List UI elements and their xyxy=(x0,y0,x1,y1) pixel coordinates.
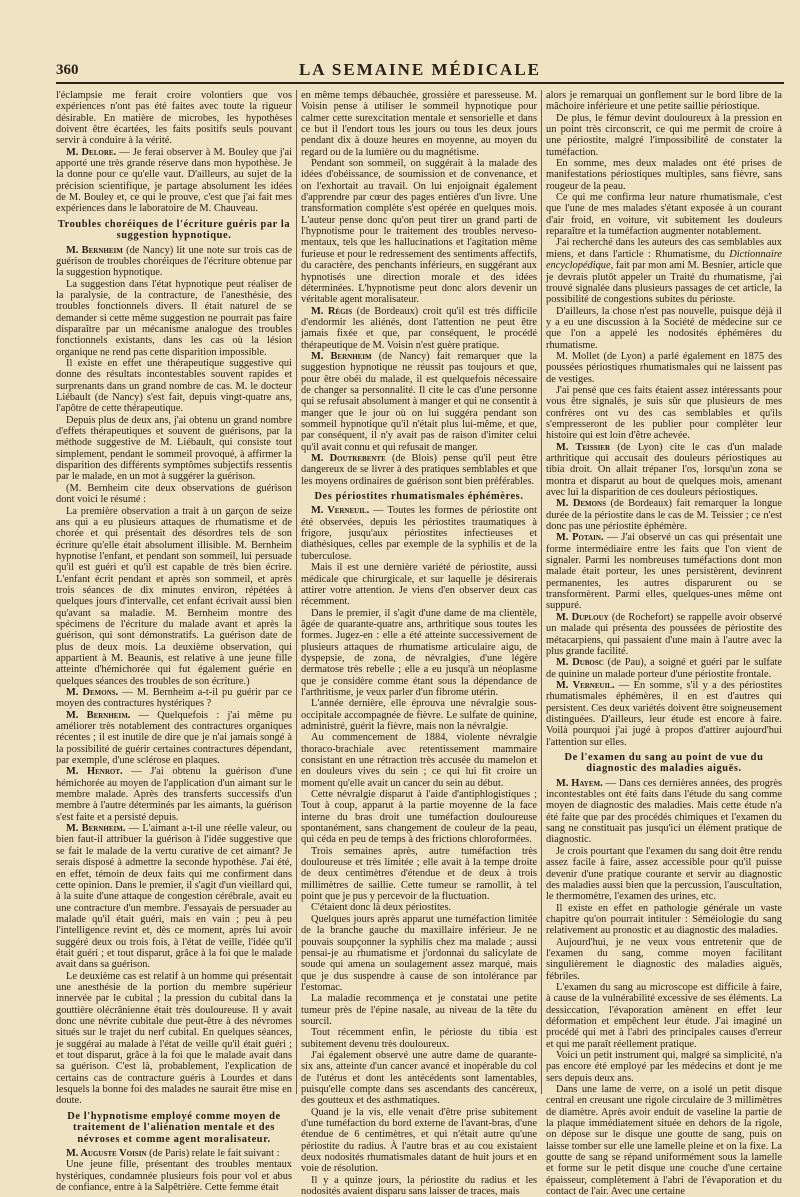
paragraph-text: (de Blois) pense qu'il peut être dangereux de se livrer à des pratiques semblables et que les moyens ordinaires de guérison sont bien préférables. xyxy=(301,453,537,487)
section-heading: Des périostites rhumatismales éphémères. xyxy=(314,491,524,503)
paragraph: La première observation a trait à un garçon de seize ans qui a eu plusieurs attaques de rhumatisme et de chorée et qui présentait des désordres tels de son écriture qu'elle était absolument illisible. M. Bernheim hypnotise l'enfant, et pendant son sommeil, lui persuade qu'il est guéri et qu'il est capable de très bien écrire. L'enfant écrit pendant et après son sommeil, et après trois séances de dix minutes environ, répétées à quelques jours d'intervalle, cet enfant écrivait aussi bien qu'avant sa maladie. M. Bernheim montre des spécimens de l'écriture du malade avant et après la guérison, qui sont démonstratifs. La guérison date de plus de deux mois. La deuxième observation, qui appartient à M. Beaunis, est relative à une jeune fille atteinte d'hémichorée qui fut également guérie en quelques séances des troubles de son écriture.) xyxy=(56,505,292,687)
speaker: M. Hayem. xyxy=(556,777,603,789)
paragraph: Il existe en effet une thérapeutique suggestive qui donne des résultats incontestables souvent rapides et surprenants dans un grand nombre de cas. M. le docteur Liébault (de Nancy) s'est fait, depuis vingt-quatre ans, l'apôtre de cette thérapeutique. xyxy=(56,358,292,415)
paragraph: Aujourd'hui, je ne veux vous entretenir que de l'examen du sang, comme moyen facilitant singulièrement le diagnostic des maladies aiguës, fébriles. xyxy=(546,936,782,982)
paragraph-text: — Toutes les formes de périostite ont été observées, depuis les périostites traumatiques à frigore, jusqu'aux périostites infectieuses et diathésiques, celles par exemple de la syphilis et de la tuberculose. xyxy=(301,505,537,562)
journal-title: LA SEMAINE MÉDICALE xyxy=(298,60,542,79)
speaker: M. Demons xyxy=(556,498,607,510)
paragraph-text: (de Lyon) cite le cas d'un malade arthritique qui accusait des douleurs périostiques au tibia droit. On allait trépaner l'os, lorsqu'un zona se montra et disparut au bout de quelques mois, amenant avec lui la disparition de ces douleurs périostiques. xyxy=(546,441,782,499)
paragraph xyxy=(546,612,782,657)
column-divider xyxy=(296,90,297,1094)
paragraph: Il existe en effet en pathologie générale un vaste chapitre qu'on pourrait intituler : Séméiologie du sang relativement au pronostic et au diagnostic des maladies. xyxy=(546,902,782,937)
paragraph xyxy=(546,680,782,748)
paragraph-text: — J'ai observé un cas qui présentait une forme intermédiaire entre les faits que l'on vient de signaler. Parmi les nombreuses tuméfactions dont mon malade était porteur, les unes persistèrent, devinrent permanentes, les autres disparurent ou se transformèrent. Parmi elles, quelques-unes même ont suppuré. xyxy=(546,532,782,612)
paragraph-text: (de Nancy) fait remarquer que la suggestion hypnotique ne réussit pas toujours et que, pour être obéi du malade, il est quelquefois nécessaire de changer sa personnalité. Il cite le cas d'une personne qui se refusait absolument à manger et qui ne consentit à manger que le jour où on lui suggéra pendant son sommeil hypnotique qu'il n'était plus lui-même, et que, par conséquent, il n'y avait pas de raison d'imiter celui qu'il avait connu et qui refusait de manger. xyxy=(301,350,537,453)
paragraph: De plus, le fémur devint douloureux à la pression en un point très circonscrit, ce qui me permit de croire à une périostite, malgré l'impossibilité de constater la tuméfaction. xyxy=(546,112,782,158)
paragraph xyxy=(546,442,782,499)
paragraph: Le deuxième cas est relatif à un homme qui présentait une anesthésie de la portion du membre supérieur innervée par le cubital ; la pression du cubital dans la gouttière olécrânienne était très douloureuse. Il y avait donc une névrite cubitale due peut-être à des névromes situés sur le trajet du nerf cubital. En quelques séances, je suggérai au malade à l'état de veille qu'il était guéri ; et tout disparut, grâce à la foi que le malade avait dans sa guérison. C'est là, probablement, l'explication de certains cas de contracture guéris à Lourdes et dans lesquels la bonne foi des malades ne saurait être mise en doute. xyxy=(56,970,292,1107)
paragraph xyxy=(56,710,292,767)
paragraph: La maladie recommença et je constatai une petite tumeur près de l'épine nasale, au niveau de la tête du sourcil. xyxy=(301,993,537,1027)
paragraph: En somme, mes deux malades ont été prises de manifestations périostiques multiples, sans fièvre, sans rougeur de la peau. xyxy=(546,158,782,192)
paragraph-text: — M. Bernheim a-t-il pu guérir par ce moyen des contractures hystériques ? xyxy=(56,687,292,710)
speaker: M. Bernheim xyxy=(66,244,123,256)
paragraph-text: — Dans ces dernières années, des progrès incontestables ont été faits dans l'étude du sang comme moyen de diagnostic des maladies. Mais cette étude n'a été faite que par des procédés chimiques et l'examen du sang ne constituait pas jusqu'ici un élément pratique de diagnostic. xyxy=(546,777,782,846)
paragraph xyxy=(546,778,782,846)
paragraph xyxy=(301,306,537,351)
speaker: M. Dubosc xyxy=(556,657,604,669)
paragraph: Il y a quinze jours, la périostite du radius et les nodosités avaient disparu sans laisser de traces, mais xyxy=(301,1174,537,1197)
paragraph: L'examen du sang au microscope est difficile à faire, à cause de la vulnérabilité excessive de ses éléments. La dessiccation, l'évaporation amènent en effet leur déformation et empêchent leur étude. J'ai imaginé un procédé qui met à l'abri des principales causes d'erreur et qui me paraît réellement pratique. xyxy=(546,981,782,1050)
paragraph-text: — L'aimant a-t-il une réelle valeur, ou bien faut-il attribuer la guérison à l'idée suggestive que se fait le malade de la vertu curative de cet aimant? Je serais disposé à admettre la seconde hypothèse. J'ai été, en effet, témoin de deux faits qui me confirment dans cette opinion. Dans le premier, il s'agit d'un vieillard qui, à la suite d'une attaque de congestion cérébrale, avait eu une contracture d'un membre. J'essayais de persuader au malade qu'il était guéri, mais en vain ; peu à peu l'intelligence revint et, dès ce moment, après lui avoir suggéré deux ou trois fois, à l'état de veille, l'idée qu'il était guéri ; et tout disparut, grâce à la foi que le malade avait dans sa guérison. xyxy=(56,823,292,971)
paragraph-text: (de Paris) relate le fait suivant : xyxy=(146,1147,280,1159)
paragraph: en même temps débauchée, grossière et paresseuse. M. Voisin pense à utiliser le sommeil hypnotique pour calmer cette surexcitation mentale et sensorielle et dans ce but il l'endort tous les jours ou tous les deux jours pendant dix à douze heures en moyenne, au moyen du regard ou de la lumière ou du magnétisme. xyxy=(301,90,537,158)
paragraph xyxy=(546,657,782,680)
paragraph: La suggestion dans l'état hypnotique peut réaliser de la paralysie, de la contracture, de l'anesthésie, des troubles fonctionnels divers. Il était naturel de se demander si cette même suggestion ne pourrait pas faire disparaître par un mécanisme analogue des troubles fonctionnels existants, dans les cas où la lésion organique ne rend pas cette disparition impossible. xyxy=(56,278,292,358)
paragraph-text: — Quelquefois : j'ai même pu améliorer très notablement des contractures organiques récentes ; il est inutile de dire que je n'ai jamais songé à la possibilité de guérir certaines contractures dépendant, par exemple, d'une sclérose en plaques. xyxy=(56,709,292,767)
speaker: M. Bernheim xyxy=(311,350,372,362)
paragraph xyxy=(546,237,782,305)
column-1 xyxy=(56,90,292,1193)
speaker: M. Duplouy xyxy=(556,611,609,623)
paragraph xyxy=(56,687,292,710)
paragraph: Ce qui me confirma leur nature rhumatismale, c'est que l'une de mes malades s'étant exposée à un courant d'air froid, en voiture, vit subitement les douleurs reparaître et la tuméfaction augmenter notablement. xyxy=(546,192,782,238)
paragraph xyxy=(56,245,292,279)
paragraph-text: J'ai recherché dans les auteurs des cas semblables aux miens, et dans l'article : Rhumatisme, du xyxy=(546,237,782,260)
speaker: M. Henrot. xyxy=(66,766,123,778)
paragraph: Trois semaines après, autre tuméfaction très douloureuse et très limitée ; elle avait à la tempe droite de deux centimètres d'étendue et de deux à trois millimètres de saillie. Cette tumeur se ramollit, à tel point que je pus y percevoir de la fluctuation. xyxy=(301,845,537,903)
paragraph: Pendant son sommeil, on suggérait à la malade des idées d'obéissance, de soumission et de convenance, et on l'exhortait au travail. On lui enjoignait également d'apprendre par cœur des pages entières d'un livre. Une transformation complète s'est opérée en quelques mois. L'auteur pense donc qu'on peut tirer un grand parti de l'hypnotisme pour le traitement des troubles nerveso-mentaux, tels que les hallucinations et l'agitation même furieuse et pour le redressement des sentiments affectifs, du caractère, des penchants inférieurs, en suggérant aux hypnotisés une direction morale et des idées déterminées. L'hypnotisme peut donc alors devenir un véritable agent moralisateur. xyxy=(301,158,537,306)
speaker: M. Régis xyxy=(311,305,353,317)
paragraph-text: (de Nancy) lit une note sur trois cas de guérison de troubles choréiques de l'écriture obtenue par la suggestion hypnotique. xyxy=(56,244,292,279)
paragraph: Cette névralgie disparut à l'aide d'antiphlogistiques ; Tout à coup, apparut à la partie moyenne de la face interne du bras droit une tuméfaction douloureuse spontanément, sans changement de couleur de la peau, qui céda en peu de temps à des frictions chloroformées. xyxy=(301,789,537,846)
paragraph: alors je remarquai un gonflement sur le bord libre de la mâchoire inférieure et une petite saillie périostique. xyxy=(546,90,782,113)
paragraph-text: — J'ai obtenu la guérison d'une hémichorée au moyen de l'application d'un aimant sur le membre malade. Après des transferts successifs d'un membre à l'autre déterminés par les aimants, la guérison s'est faite et a persisté depuis. xyxy=(56,766,292,823)
paragraph-text: (de Rochefort) se rappelle avoir observé un malade qui présenta des poussées de périostite des métacarpiens, qui passaient d'une main à l'autre avec la plus grande facilité. xyxy=(546,611,783,657)
paragraph: l'éclampsie me ferait croire volontiers que vos expériences n'ont pas été faites avec toute la rigueur désirable. En matière de microbes, les hypothèses doivent être écartées, les faits positifs seuls pouvant servir à conduire à la vérité. xyxy=(56,90,292,147)
speaker: M. Auguste Voisin xyxy=(66,1147,147,1159)
speaker: M. Teissier xyxy=(556,441,611,453)
section-heading: De l'examen du sang au point de vue du diagnostic des maladies aiguës. xyxy=(564,751,764,775)
page-header xyxy=(56,60,784,84)
page-number: 360 xyxy=(56,62,79,78)
speaker: M. Delore. xyxy=(66,146,117,158)
paragraph: Voici un petit instrument qui, malgré sa simplicité, n'a pas encore été employé par les médecins et dont je me sers depuis deux ans. xyxy=(546,1050,782,1084)
speaker: M. Potain. xyxy=(556,532,604,544)
paragraph-text: (de Bordeaux) fait remarquer la longue durée de la périostite dans le cas de M. Teissier ; ce n'est donc pas une périostite éphémère. xyxy=(546,498,782,533)
paragraph-text: — En somme, s'il y a des périostites rhumatismales éphémères, il en est d'autres qui persistent. Ces deux variétés doivent être soigneusement distinguées. D'ailleurs, leur étude est encore à faire. Voilà pourquoi j'ai jugé à propos d'attirer aujourd'hui l'attention sur elles. xyxy=(546,679,782,748)
paragraph: J'ai pensé que ces faits étaient assez intéressants pour vous être signalés, je suis sûr que plusieurs de mes confrères ont vu des cas semblables et qu'ils s'empresseront de les publier pour compléter leur histoire qui est loin d'être achevée. xyxy=(546,384,782,442)
paragraph-text: (de Bordeaux) croit qu'il est très difficile d'endormir les aliénés, dont l'attention ne peut être jamais fixée et que, par conséquent, le procédé thérapeutique de M. Voisin n'est guère pratique. xyxy=(301,305,537,351)
column-2 xyxy=(301,90,537,1197)
paragraph: Une jeune fille, présentant des troubles mentaux hystériques, condamnée plusieurs fois pour vol et abus de confiance, entre à la Salpêtrière. Cette femme était xyxy=(56,1159,292,1193)
paragraph-text: , fait par mon ami M. Besnier, article que je devrais plutôt appeler un Traité du rhumatisme, j'ai trouvé signalée dans plusieurs passages de cet article, la possibilité de congestions subites du périoste. xyxy=(546,260,782,306)
paragraph: (M. Bernheim cite deux observations de guérison dont voici le résumé : xyxy=(56,482,292,506)
paragraph: Dans une lame de verre, on a isolé un petit disque central en creusant une rigole circulaire de 3 millimètres de diamètre. Après avoir enduit de vaseline la partie de la plaque immédiatement située en dehors de la rigole, on dépose sur le disque une goutte de sang, puis on laisse tomber sur elle une lamelle pleine et on la fixe. La goutte de sang se répand uniformément sous la lamelle et forme sur le petit disque une couche d'une certaine épaisseur, complètement à l'abri de l'évaporation et du contact de l'air. Avec une certaine xyxy=(546,1084,782,1197)
paragraph: Dans le premier, il s'agit d'une dame de ma clientèle, âgée de quarante-quatre ans, arthritique sous toutes les formes. Jugez-en : elle a été atteinte successivement de plusieurs attaques de rhumatisme articulaire aigu, de dyspepsie, de zona, de névralgies, d'une légère dermatose très rebelle ; elle a eu jusqu'à un néoplasme que je considère comme étant sous la dépendance de l'arthritisme, je veux parler d'un fibrome utérin. xyxy=(301,607,537,698)
speaker: M. Verneuil. xyxy=(556,679,615,691)
speaker: M. Doutrebente xyxy=(311,453,386,464)
paragraph: Au commencement de 1884, violente névralgie thoraco-brachiale avec retentissement mammaire consistant en une rétraction très accusée du mamelon et en douleurs vives du sein ; ce qui lui fit croire un moment qu'elle avait un cancer du sein au début. xyxy=(301,732,537,789)
paragraph xyxy=(301,453,537,487)
paragraph: Mais il est une dernière variété de périostite, aussi médicale que chirurgicale, et sur laquelle je désirerais attirer votre attention. Je viens d'en observer deux cas récemment. xyxy=(301,562,537,608)
section-heading: Troubles choréiques de l'écriture guéris par la suggestion hypnotique. xyxy=(57,218,291,242)
paragraph xyxy=(56,823,292,970)
speaker: M. Demons. xyxy=(66,687,119,698)
cited-work: Dictionnaire encyclopédique xyxy=(546,248,782,272)
section-heading: De l'hypnotisme employé comme moyen de traitement de l'aliénation mentale et des névroses et comme agent moralisateur. xyxy=(67,1110,281,1145)
paragraph xyxy=(546,498,782,532)
text-columns xyxy=(56,90,784,1197)
paragraph: Je crois pourtant que l'examen du sang doit être rendu assez facile à faire, assez accessible pour qu'il puisse devenir d'une pratique courante et servir au diagnostic des maladies aussi bien que la percussion, l'auscultation, le thermomètre, l'examen des urines, etc. xyxy=(546,845,782,903)
paragraph: C'étaient donc là deux périostites. xyxy=(311,902,452,914)
column-divider xyxy=(541,90,542,1094)
paragraph: D'ailleurs, la chose n'est pas nouvelle, puisque déjà il y a eu une discussion à la Société de médecine sur ce que l'on a appelé les nodosités éphémères du rhumatisme. xyxy=(546,305,782,351)
paragraph: L'année dernière, elle éprouva une névralgie sous-occipitale accompagnée de fièvre. Le sulfate de quinine, administré, guérit la fièvre, mais non la névralgie. xyxy=(301,698,537,732)
paragraph: J'ai également observé une autre dame de quarante-six ans, atteinte d'un cancer avancé et inopérable du col de l'utérus et dont les antécédents sont lamentables, puisqu'elle compte dans ses ascendants des cancéreux, des goutteux et des asthmatiques. xyxy=(301,1049,537,1107)
speaker: M. Bernheim. xyxy=(66,823,126,835)
speaker: M. Bernheim. xyxy=(66,709,131,721)
paragraph xyxy=(56,1148,292,1159)
column-3 xyxy=(546,90,783,1197)
paragraph: Quand je la vis, elle venait d'être prise subitement d'une tuméfaction du bord externe de l'avant-bras, d'une étendue de 6 centimètres, et qui n'était autre qu'une périostite du radius. À l'autre bras et au cou existaient deux nodosités rhumatismales datant de huit jours et en voie de résolution. xyxy=(301,1106,537,1175)
paragraph xyxy=(56,766,292,823)
paragraph-text: — Je ferai observer à M. Bouley que j'ai apporté une très grande réserve dans mon hypothèse. Je la donne pour ce qu'elle vaut. D'ailleurs, au sujet de la précision scientifique, je partage absolument les idées de M. Bouley et, ce qui le prouve, c'est que j'ai fait mes expériences dans le laboratoire de M. Chauveau. xyxy=(56,146,292,215)
paragraph xyxy=(546,532,782,611)
paragraph xyxy=(56,147,292,215)
paragraph xyxy=(301,351,537,453)
paragraph: Tout récemment enfin, le périoste du tibia est subitement devenu très douloureux. xyxy=(301,1027,537,1050)
paragraph xyxy=(301,505,537,562)
paragraph: Quelques jours après apparut une tuméfaction limitée de la branche gauche du maxillaire inférieur. Je ne pouvais soupçonner la syphilis chez ma malade ; aussi pensai-je au rhumatisme et j'ordonnai du salicylate de soude qui amena un soulagement assez marqué, mais que je dus suspendre à cause de son intolérance par l'estomac. xyxy=(301,913,537,993)
speaker: M. Verneuil. xyxy=(311,505,370,517)
paragraph-text: (de Pau), a soigné et guéri par le sulfate de quinine un malade porteur d'une périostite frontale. xyxy=(546,657,782,680)
paragraph: M. Mollet (de Lyon) a parlé également en 1875 des poussées périostiques rhumatismales qui ne laissent pas de vestiges. xyxy=(546,350,782,385)
paragraph: Depuis plus de deux ans, j'ai obtenu un grand nombre d'effets thérapeutiques et souvent de guérisons, par la méthode suggestive de M. Liébault, qui consiste tout simplement, pendant le sommeil provoqué, à affirmer la disparition des différents symptômes subjectifs ressentis par le malade, en un mot à suggérer la guérison. xyxy=(56,414,292,483)
